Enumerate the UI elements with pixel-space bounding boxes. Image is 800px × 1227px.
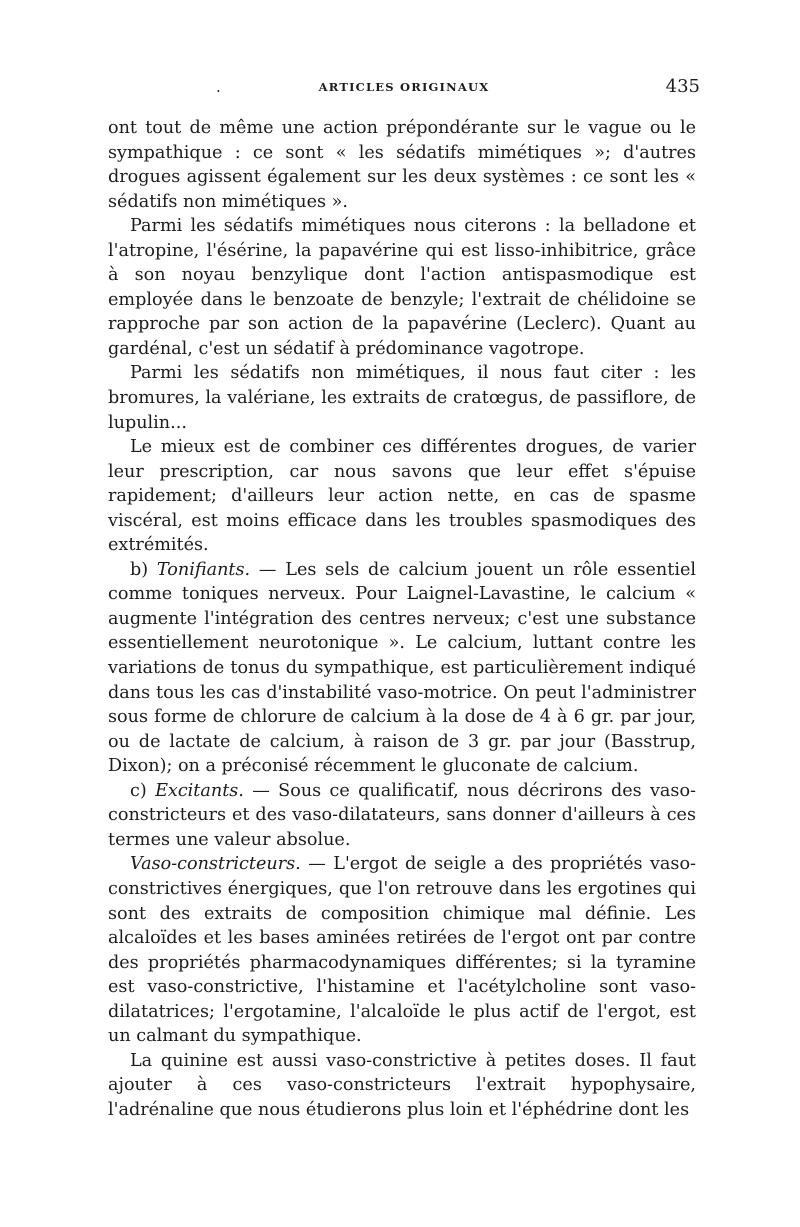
article-body: [108, 116, 696, 1122]
section-label-c: c): [130, 780, 156, 801]
header-title: ARTICLES ORIGINAUX: [318, 80, 490, 94]
section-heading-vaso-constricteurs: Vaso-constricteurs.: [130, 854, 301, 875]
paragraph-quinine: La quinine est aussi vaso-constrictive à petites doses. Il faut ajouter à ces vaso-constricteurs l'extrait hypophysaire, l'adrénaline que nous étudierons plus loin et l'éphédrine dont les: [108, 1050, 696, 1120]
running-header: [108, 78, 700, 102]
paragraph-1: ont tout de même une action prépondérante sur le vague ou le sympathique : ce sont « les sédatifs mimétiques »; d'autres drogues agissent également sur les deux systèmes : ce sont les « sédatifs non mimétiques ».: [108, 118, 696, 212]
paragraph-vaso-constricteurs: Vaso-constricteurs. — L'ergot de seigle a des propriétés vaso-constrictives énergiques, que l'on retrouve dans les ergotines qui sont des extraits de composition chimique mal définie. Les alcaloïdes et les bases aminées retirées de l'ergot ont par contre des propriétés pharmacodynamiques différentes; si la tyramine est vaso-constrictive, l'histamine et l'acétylcholine sont vaso-dilatatrices; l'ergotamine, l'alcaloïde le plus actif de l'ergot, est un calmant du sympathique.: [108, 854, 696, 1047]
paragraph-2: Parmi les sédatifs mimétiques nous citerons : la belladone et l'atropine, l'ésérine, la papavérine qui est lisso-inhibitrice, grâce à son noyau benzylique dont l'action antispasmodique est employée dans le benzoate de benzyle; l'extrait de chélidoine se rapproche par son action de la papavérine (Leclerc). Quant au gardénal, c'est un sédatif à prédominance vagotrope.: [108, 216, 696, 359]
section-label-b: b): [130, 559, 157, 580]
header-dot: .: [216, 78, 221, 96]
section-heading-tonifiants: Tonifiants.: [156, 559, 251, 580]
page-number: 435: [665, 76, 700, 97]
paragraph-tonifiants: b) Tonifiants. — Les sels de calcium jouent un rôle essentiel comme toniques nerveux. Pour Laignel-Lavastine, le calcium « augmente l'intégration des centres nerveux; c'est une substance essentiellement neurotonique ». Le calcium, luttant contre les variations de tonus du sympathique, est particulièrement indiqué dans tous les cas d'instabilité vaso-motrice. On peut l'administrer sous forme de chlorure de calcium à la dose de 4 à 6 gr. par jour, ou de lactate de calcium, à raison de 3 gr. par jour (Basstrup, Dixon); on a préconisé récemment le gluconate de calcium.: [108, 559, 696, 777]
paragraph-excitants: c) Excitants. — Sous ce qualificatif, nous décrirons des vaso-constricteurs et des vaso-dilatateurs, sans donner d'ailleurs à ces termes une valeur absolue.: [108, 780, 696, 850]
section-heading-excitants: Excitants.: [155, 780, 244, 801]
paragraph-3: Parmi les sédatifs non mimétiques, il nous faut citer : les bromures, la valériane, les extraits de cratœgus, de passiflore, de lupulin...: [108, 363, 696, 433]
paragraph-4: Le mieux est de combiner ces différentes drogues, de varier leur prescription, car nous savons que leur effet s'épuise rapidement; d'ailleurs leur action nette, en cas de spasme viscéral, est moins efficace dans les troubles spasmodiques des extrémités.: [108, 437, 696, 556]
